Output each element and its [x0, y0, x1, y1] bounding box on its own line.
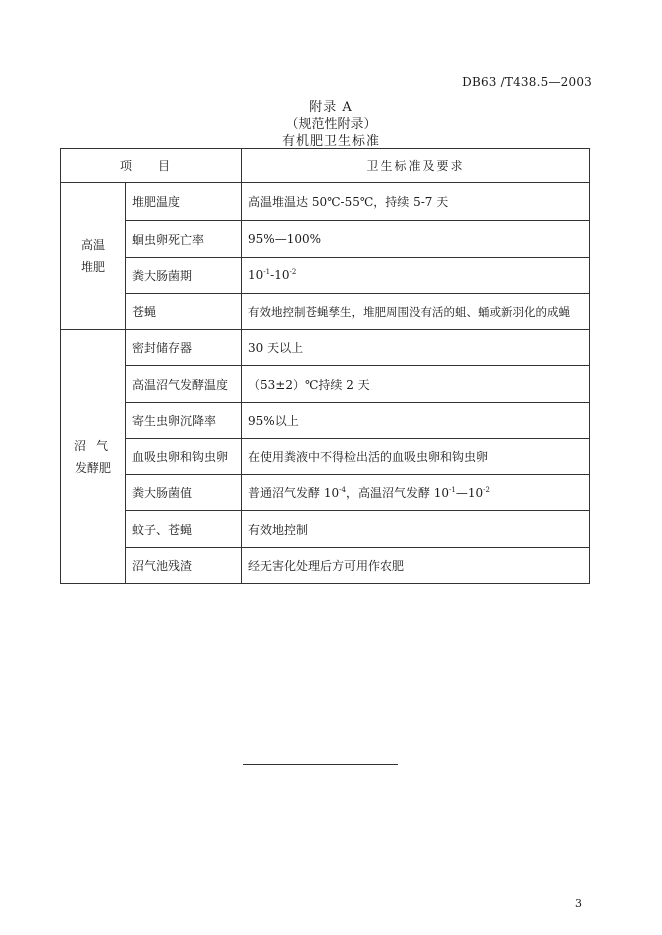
page-number: 3	[575, 897, 582, 910]
row-requirement: 30 天以上	[242, 330, 590, 366]
row-requirement: 95%以上	[242, 402, 590, 438]
table-row	[61, 183, 590, 221]
table-row	[61, 547, 590, 583]
table-header-row	[61, 149, 590, 183]
value-exponent: -1	[449, 486, 456, 495]
table-row	[61, 438, 590, 474]
value-text: —10	[455, 486, 484, 501]
row-requirement: 有效地控制苍蝇孳生，堆肥周围没有活的蛆、蛹或新羽化的成蝇	[242, 293, 590, 329]
value-separator: -	[270, 268, 275, 283]
row-item: 堆肥温度	[126, 183, 242, 221]
group-label-line: 高温	[80, 238, 105, 253]
row-requirement: （53±2）℃持续 2 天	[242, 366, 590, 402]
table-row	[61, 366, 590, 402]
group-label-biogas	[61, 330, 126, 584]
row-item: 蛔虫卵死亡率	[126, 221, 242, 257]
header-item: 项目	[61, 149, 242, 183]
row-requirement: 95%—100%	[242, 221, 590, 257]
row-item: 密封储存器	[126, 330, 242, 366]
table-row	[61, 475, 590, 511]
group-label-line: 发酵肥	[74, 460, 111, 475]
value-exponent: -4	[339, 486, 346, 495]
table-title: 有机肥卫生标准	[281, 134, 380, 149]
row-item: 粪大肠菌值	[126, 475, 242, 511]
row-item: 蚊子、苍蝇	[126, 511, 242, 547]
row-requirement: 高温堆温达 50℃-55℃，持续 5-7 天	[242, 183, 590, 221]
group-label-compost	[61, 183, 126, 330]
document-code: DB63 /T438.5—2003	[462, 75, 592, 89]
row-item: 粪大肠菌期	[126, 257, 242, 293]
row-requirement	[242, 475, 590, 511]
row-requirement: 经无害化处理后方可用作农肥	[242, 547, 590, 583]
value-exponent: -2	[289, 268, 297, 277]
appendix-title: 附录 A	[309, 100, 353, 115]
value-exponent: -1	[263, 268, 271, 277]
row-item: 苍蝇	[126, 293, 242, 329]
header-standard: 卫生标准及要求	[242, 149, 590, 183]
table-row	[61, 293, 590, 329]
appendix-type: （规范性附录）	[285, 117, 377, 132]
table-row	[61, 402, 590, 438]
row-item: 高温沼气发酵温度	[126, 366, 242, 402]
value-exponent: -2	[483, 486, 490, 495]
table-row	[61, 257, 590, 293]
value-base: 10	[274, 268, 290, 283]
row-requirement: 有效地控制	[242, 511, 590, 547]
group-label-line: 沼气	[73, 438, 118, 453]
value-text: 普通沼气发酵 10	[248, 486, 340, 501]
table-row	[61, 511, 590, 547]
row-requirement	[242, 257, 590, 293]
row-item: 血吸虫卵和钩虫卵	[126, 438, 242, 474]
row-item: 沼气池残渣	[126, 547, 242, 583]
table-row	[61, 221, 590, 257]
row-requirement: 在使用粪液中不得检出活的血吸虫卵和钩虫卵	[242, 438, 590, 474]
hygiene-standard-table	[60, 148, 590, 584]
row-item: 寄生虫卵沉降率	[126, 402, 242, 438]
table-row	[61, 330, 590, 366]
value-text: ，高温沼气发酵 10	[345, 486, 450, 501]
value-base: 10	[248, 268, 264, 283]
group-label-line: 堆肥	[80, 260, 105, 275]
end-rule	[243, 764, 398, 765]
